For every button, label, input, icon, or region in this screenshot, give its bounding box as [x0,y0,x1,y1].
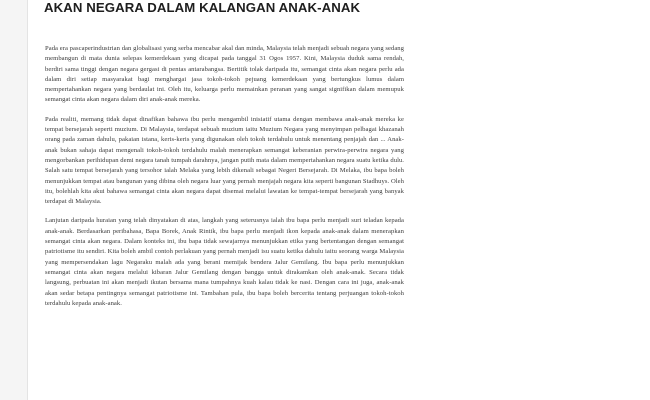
paragraph-role-models: Lanjutan daripada huraian yang telah dinyatakan di atas, langkah yang seterusnya ialah ibu bapa perlu menjadi suri teladan kepada anak-anak. Berdasarkan peribahasa, Bapa Borek, Anak Rintik, ibu bapa perlu menjadi ikon kepada anak-anak dalam menerapkan semangat cinta akan negara. Dalam konteks ini, ibu bapa tidak sewajarnya menunjukkan etika yang bertentangan dengan semangat patriotisme itu sendiri. Kita boleh ambil contoh perlakuan yang pernah menjadi isu suatu ketika dahulu iaitu seorang warga Malaysia yang mempersendakan lagu Negaraku malah ada yang berani memijak bendera Jalur Gemilang. Ibu bapa perlu menunjukkan semangat cinta akan negara melalui kibaran Jalur Gemilang dengan bangga untuk dirakamkan oleh anak-anak. Secara tidak langsung, perbuatan ini akan menjadi ikutan bersama mana tumpahnya kuah kalau tidak ke nasi. Dengan cara ini juga, anak-anak akan sedar betapa pentingnya semangat patriotisme ini. Tambahan pula, ibu bapa boleh bercerita tentang perjuangan tokoh-tokoh terdahulu kepada anak-anak. [45,217,404,307]
paragraph-introduction: Pada era pascaperindustrian dan globalisasi yang serba mencabar akal dan minda, Malaysia telah menjadi sebuah negara yang sedang membangun di mata dunia selepas kemerdekaan yang dicapai pada tanggal 31 Ogos 1957. Kini, Malaysia duduk sama rendah, berdiri sama tinggi dengan negara gergasi di pentas antarabangsa. Bertitik tolak daripada itu, semangat cinta akan negara perlu ada dalam diri setiap masyarakat bagi menghargai jasa tokoh-tokoh pejuang kemerdekaan yang bertungkus lumus dalam mempertahankan negara yang berdaulat ini. Oleh itu, keluarga perlu memainkan peranan yang sangat signifikan dalam memupuk semangat cinta akan negara dalam diri anak-anak mereka. [45,45,404,104]
paragraph-historical-places: Pada realiti, memang tidak dapat dinafikan bahawa ibu perlu mengambil inisiatif utama dengan membawa anak-anak mereka ke tempat bersejarah seperti muzium. Di Malaysia, terdapat sebuah muzium iaitu Muzium Negara yang menyimpan pelbagai khazanah orang pada zaman dahulu, pakaian istana, keris-keris yang digunakan oleh tokoh terdahulu untuk menentang penjajah dan ... Anak-anak bukan sahaja dapat mengenali tokoh-tokoh terdahulu malah menerapkan semangat keberanian perwira-perwira negara yang mengorbankan perihidupan demi negara tanah tumpah darahnya, jangan putih mata dalam mempertahankan negara suatu ketika dulu. Salah satu tempat bersejarah yang tersohor ialah Melaka yang lebih dikenali sebagai Negeri Bersejarah. Di Melaka, ibu bapa boleh menunjukkan tempat atau bangunan yang dibina oleh negara luar yang pernah menjajah negara kita seperti bangunan Stadhuys. Oleh itu, bolehlah kita akui bahawa semangat cinta akan negara dapat disemai melalui lawatan ke tempat-tempat bersejarah yang banyak terdapat di Malaysia. [45,115,404,206]
viewer-right-margin [416,0,650,400]
document-body [45,44,404,318]
document-page [28,0,416,400]
document-title: AKAN NEGARA DALAM KALANGAN ANAK-ANAK [44,0,361,15]
